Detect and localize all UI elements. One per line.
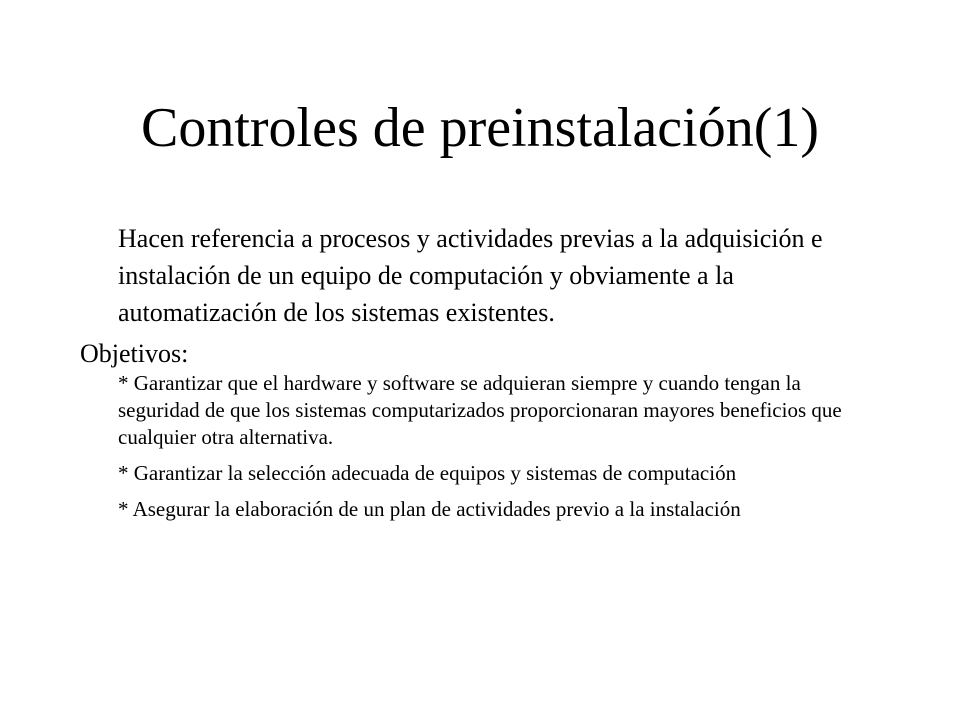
objective-item: * Asegurar la elaboración de un plan de actividades previo a la instalación (118, 497, 741, 521)
objectives-label: Objetivos: (80, 339, 189, 368)
intro-paragraph: Hacen referencia a procesos y actividades previas a la adquisición e instalación de un equipo de computación y obviamente a la automatización de los sistemas existentes. (118, 224, 823, 327)
objective-item: * Garantizar la selección adecuada de equipos y sistemas de computación (118, 461, 737, 485)
objectives-list (118, 370, 878, 532)
slide-title: Controles de preinstalación(1) (140, 97, 819, 159)
objective-item: * Garantizar que el hardware y software se adquieran siempre y cuando tengan la seguridad de que los sistemas computarizados proporcionaran mayores beneficios que cualquier otra alternativa. (118, 371, 842, 449)
